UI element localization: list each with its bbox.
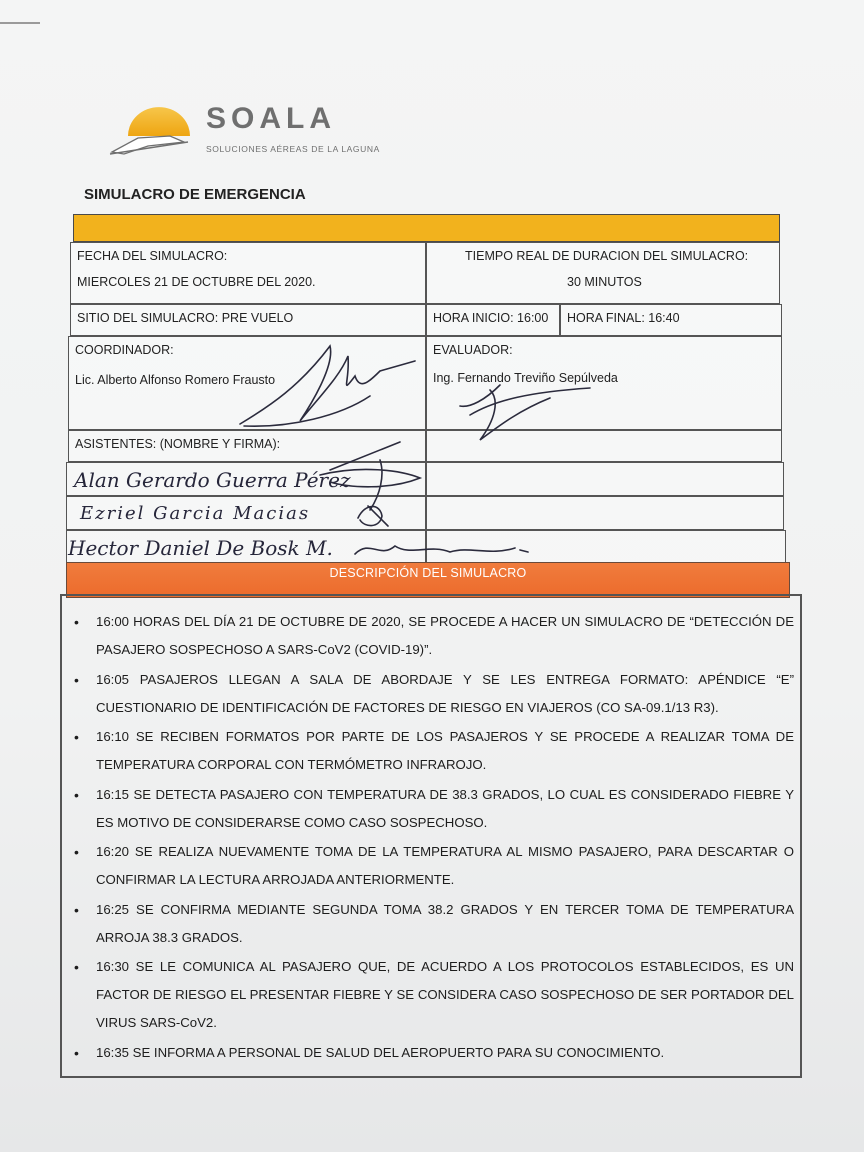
attendee-sign-cell (426, 462, 784, 496)
attendee-signature-3 (350, 534, 540, 564)
fecha-value: MIERCOLES 21 DE OCTUBRE DEL 2020. (77, 275, 316, 289)
list-item: • 16:35 SE INFORMA A PERSONAL DE SALUD DEL AEROPUERTO PARA SU CONOCIMIENTO. (68, 1039, 794, 1067)
document-title: SIMULACRO DE EMERGENCIA (84, 186, 306, 203)
asistentes-label: ASISTENTES: (NOMBRE Y FIRMA): (75, 437, 281, 451)
duracion-value: 30 MINUTOS (567, 275, 642, 289)
duracion-cell (426, 242, 780, 304)
fecha-label: FECHA DEL SIMULACRO: (77, 249, 228, 263)
description-heading: DESCRIPCIÓN DEL SIMULACRO (329, 566, 527, 580)
coordinador-signature (230, 336, 420, 436)
hora-inicio-cell (426, 304, 560, 336)
description-header-band (66, 562, 790, 598)
list-item: • 16:10 SE RECIBEN FORMATOS POR PARTE DE LOS PASAJEROS Y SE PROCEDE A REALIZAR TOMA DE TEMPERATURA CORPORAL CON TERMÓMETRO INFRAROJO. (68, 723, 794, 779)
page-corner-mark (0, 22, 40, 24)
logo-tagline: SOLUCIONES AÉREAS DE LA LAGUNA (206, 144, 380, 154)
attendee-sign-cell (426, 496, 784, 530)
sitio-text: SITIO DEL SIMULACRO: PRE VUELO (77, 311, 294, 325)
yellow-header-band (73, 214, 780, 242)
coordinador-name: Lic. Alberto Alfonso Romero Frausto (75, 373, 276, 387)
description-list (68, 608, 794, 1068)
hora-inicio-text: HORA INICIO: 16:00 (433, 311, 549, 325)
list-item: • 16:25 SE CONFIRMA MEDIANTE SEGUNDA TOMA 38.2 GRADOS Y EN TERCER TOMA DE TEMPERATURA ARROJA 38.3 GRADOS. (68, 896, 794, 952)
logo-name: SOALA (206, 102, 336, 135)
coordinador-label: COORDINADOR: (75, 343, 174, 357)
list-item: • 16:20 SE REALIZA NUEVAMENTE TOMA DE LA TEMPERATURA AL MISMO PASAJERO, PARA DESCARTAR O CONFIRMAR LA LECTURA ARROJADA ANTERIORMENTE. (68, 838, 794, 894)
sitio-cell (70, 304, 426, 336)
list-item: • 16:00 HORAS DEL DÍA 21 DE OCTUBRE DE 2020, SE PROCEDE A HACER UN SIMULACRO DE “DETECCIÓN DE PASAJERO SOSPECHOSO A SARS-CoV2 (COVID-19)”. (68, 608, 794, 664)
list-item: • 16:15 SE DETECTA PASAJERO CON TEMPERATURA DE 38.3 GRADOS, LO CUAL ES CONSIDERADO FIEBRE Y ES MOTIVO DE CONSIDERARSE COMO CASO SOSPECHOSO. (68, 781, 794, 837)
attendee-name-3: Hector Daniel De Bosk M. (68, 536, 333, 560)
hora-final-cell (560, 304, 782, 336)
evaluador-label: EVALUADOR: (433, 343, 513, 357)
evaluador-signature (440, 370, 620, 450)
hora-final-text: HORA FINAL: 16:40 (567, 311, 680, 325)
attendee-name-2: Ezriel Garcia Macias (80, 503, 311, 524)
attendee-name-1: Alan Gerardo Guerra Pérez (74, 468, 351, 492)
evaluador-name: Ing. Fernando Treviño Sepúlveda (433, 371, 618, 385)
soala-logo (108, 100, 398, 162)
duracion-label: TIEMPO REAL DE DURACION DEL SIMULACRO: (465, 249, 749, 263)
attendee-signature-2 (350, 498, 400, 532)
list-item: • 16:05 PASAJEROS LLEGAN A SALA DE ABORDAJE Y SE LES ENTREGA FORMATO: APÉNDICE “E” CUESTIONARIO DE IDENTIFICACIÓN DE FACTORES DE RIESGO EN VIAJEROS (CO SA-09.1/13 R3). (68, 666, 794, 722)
list-item: • 16:30 SE LE COMUNICA AL PASAJERO QUE, DE ACUERDO A LOS PROTOCOLOS ESTABLECIDOS, ES UN FACTOR DE RIESGO EL PRESENTAR FIEBRE Y SE CONSIDERA CASO SOSPECHOSO DE SER PORTADOR DEL VIRUS SARS-CoV2. (68, 953, 794, 1037)
sun-plane-icon (108, 100, 198, 160)
fecha-cell (70, 242, 426, 304)
